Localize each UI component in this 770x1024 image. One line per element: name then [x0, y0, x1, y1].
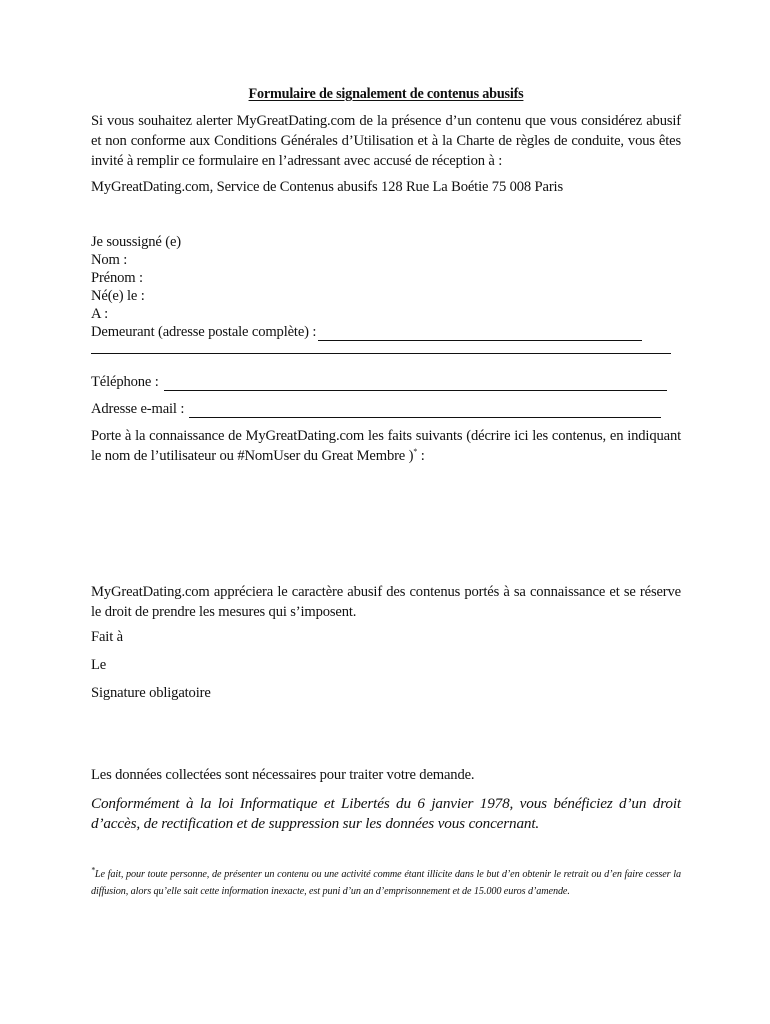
donnees-notice: Les données collectées sont nécessaires pour traiter votre demande.	[91, 767, 475, 783]
field-ne-le: Né(e) le :	[91, 288, 145, 304]
demeurant-fill-line	[318, 328, 642, 341]
field-telephone	[91, 373, 681, 391]
demeurant-fill-line-2	[91, 341, 671, 354]
loi-notice: Conformément à la loi Informatique et Libertés du 6 janvier 1978, vous bénéficiez d’un droit d’accès, de rectification et de suppression sur les données vous concernant.	[91, 795, 681, 832]
le-date: Le	[91, 657, 107, 673]
appreciation-paragraph: MyGreatDating.com appréciera le caractère abusif des contenus portés à sa connaissance et se réserve le droit de prendre les mesures qui s’imposent.	[91, 584, 681, 620]
field-soussigne: Je soussigné (e)	[91, 234, 182, 250]
field-prenom: Prénom :	[91, 270, 143, 286]
footnote-text: Le fait, pour toute personne, de présenter un contenu ou une activité comme étant illicite dans le but d’en obtenir le retrait ou d’en faire cesser la diffusion, alors qu’elle sait cette information inexacte, est puni d’un an d’emprisonnement et de 15.000 euros d’amende.	[91, 869, 681, 897]
field-nom: Nom :	[91, 252, 128, 268]
document-page	[91, 0, 681, 1024]
field-demeurant	[91, 323, 681, 341]
footnote	[91, 866, 681, 900]
email-fill-line	[189, 405, 661, 418]
faits-footnote-marker: *	[413, 447, 418, 457]
field-telephone-label: Téléphone :	[91, 374, 159, 390]
demeurant-second-line-row	[91, 341, 681, 359]
field-a: A :	[91, 306, 108, 322]
fait-a: Fait à	[91, 629, 123, 645]
postal-address: MyGreatDating.com, Service de Contenus abusifs 128 Rue La Boétie 75 008 Paris	[91, 179, 563, 195]
faits-paragraph	[91, 426, 681, 466]
field-demeurant-label: Demeurant (adresse postale complète) :	[91, 324, 317, 340]
faits-text: Porte à la connaissance de MyGreatDating.com les faits suivants (décrire ici les contenus, en indiquant le nom de l’utilisateur ou #NomUser du Great Membre )	[91, 428, 681, 464]
field-email	[91, 400, 681, 418]
document-title: Formulaire de signalement de contenus abusifs	[248, 86, 524, 102]
intro-paragraph: Si vous souhaitez alerter MyGreatDating.com de la présence d’un contenu que vous considérez abusif et non conforme aux Conditions Générales d’Utilisation et à la Charte de règles de conduite, vous êtes invité à remplir ce formulaire en l’adressant avec accusé de réception à :	[91, 113, 681, 169]
footnote-marker: *	[91, 865, 95, 875]
telephone-fill-line	[164, 378, 667, 391]
faits-end: :	[417, 448, 425, 464]
signature-label: Signature obligatoire	[91, 685, 211, 701]
field-email-label: Adresse e-mail :	[91, 401, 185, 417]
